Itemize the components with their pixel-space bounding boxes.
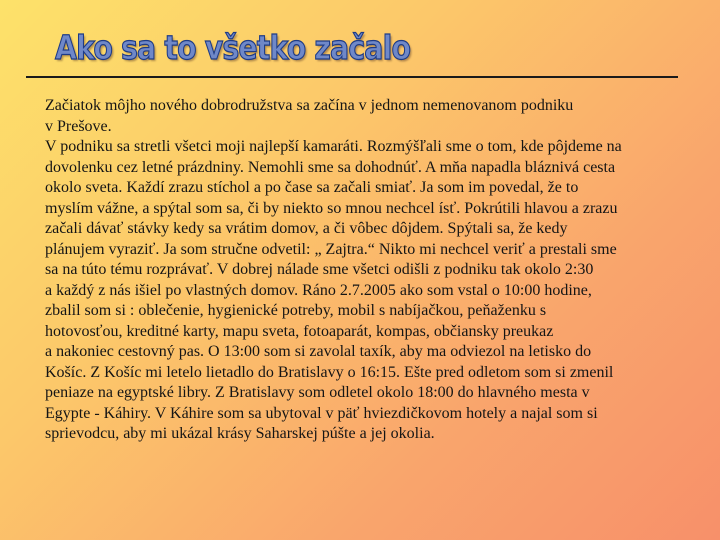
slide-title: Ako sa to všetko začalo — [55, 28, 411, 67]
body-line: myslím vážne, a spýtal som sa, či by niekto so mnou nechcel ísť. Pokrútili hlavou a zrazu — [45, 199, 618, 217]
body-line: plánujem vyraziť. Ja som stručne odvetil: „ Zajtra.“ Nikto mi nechcel veriť a prestali sme — [45, 240, 617, 258]
body-line: peniaze na egyptské libry. Z Bratislavy som odletel okolo 18:00 do hlavného mesta v — [45, 384, 590, 401]
body-line: Egypte - Káhiry. V Káhire som sa ubytoval v päť hviezdičkovom hotely a najal som si — [45, 404, 598, 422]
body-line: hotovosťou, kreditné karty, mapu sveta, fotoaparát, kompas, občiansky preukaz — [45, 322, 554, 340]
body-line: Začiatok môjho nového dobrodružstva sa začína v jednom nemenovanom podniku — [45, 97, 574, 114]
body-line: okolo sveta. Každí zrazu stíchol a po čase sa začali smiať. Ja som im povedal, že to — [45, 179, 579, 196]
body-line: sa na túto tému rozprávať. V dobrej nálade sme všetci odišli z podniku tak okolo 2:30 — [45, 261, 594, 278]
body-line: a každý z nás išiel po vlastných domov. Ráno 2.7.2005 ako som vstal o 10:00 hodine, — [45, 281, 592, 299]
body-line: dovolenku cez letné prázdniny. Nemohli sme sa dohodnúť. A mňa napadla bláznivá cesta — [45, 158, 616, 176]
slide-body-text — [45, 96, 700, 445]
title-underline — [26, 76, 678, 78]
body-line: zbalil som si : oblečenie, hygienické potreby, mobil s nabíjačkou, peňaženku s — [45, 302, 547, 319]
body-line: sprievodcu, aby mi ukázal krásy Saharskej púšte a jej okolia. — [45, 425, 435, 442]
body-line: začali dávať stávky kedy sa vrátim domov, a či vôbec dôjdem. Spýtali sa, že kedy — [45, 220, 568, 237]
body-line: a nakoniec cestovný pas. O 13:00 som si zavolal taxík, aby ma odviezol na letisko do — [45, 343, 592, 360]
body-line: V podniku sa stretli všetci moji najlepší kamaráti. Rozmýšľali sme o tom, kde pôjdeme na — [45, 138, 622, 155]
body-line: v Prešove. — [45, 117, 112, 135]
body-line: Košíc. Z Košíc mi letelo lietadlo do Bratislavy o 16:15. Ešte pred odletom som si zmenil — [45, 363, 614, 381]
